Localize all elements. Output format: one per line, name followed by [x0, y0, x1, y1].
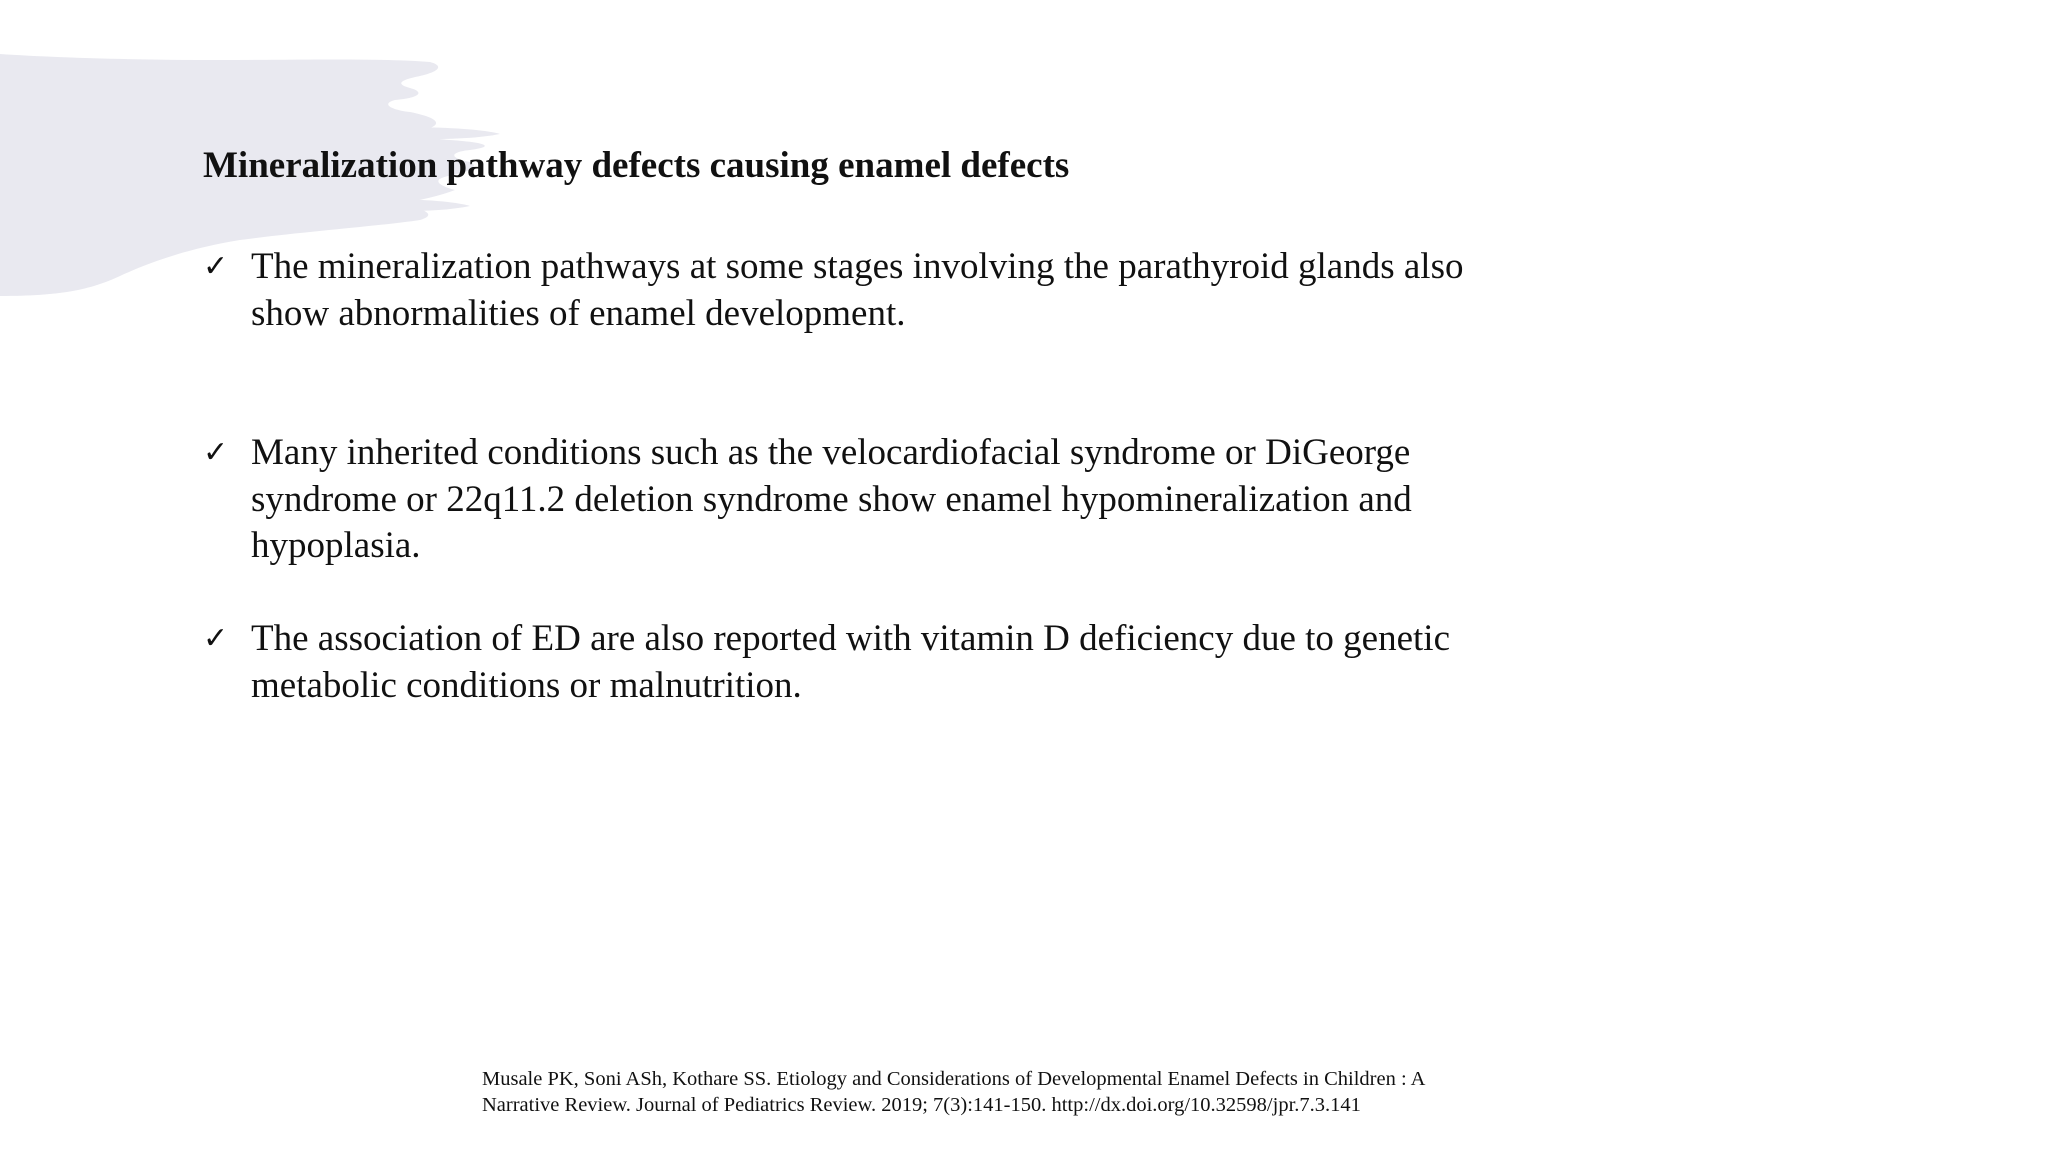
- bullet-line: The association of ED are also reported with vitamin D deficiency due to genetic: [251, 618, 1450, 659]
- checkmark-icon: ✓: [203, 435, 229, 470]
- checkmark-icon: ✓: [203, 621, 229, 656]
- bullet-line: hypoplasia.: [251, 525, 421, 566]
- bullet-line: The mineralization pathways at some stages involving the parathyroid glands also: [251, 246, 1464, 287]
- bullet-line: show abnormalities of enamel development.: [251, 292, 906, 334]
- bullet-item: [203, 430, 1583, 616]
- bullet-line: syndrome or 22q11.2 deletion syndrome show enamel hypomineralization and: [251, 478, 1412, 520]
- bullet-item: [203, 244, 1583, 430]
- brush-bristle-streak: [360, 199, 470, 211]
- bullet-line: Many inherited conditions such as the velocardiofacial syndrome or DiGeorge: [251, 432, 1411, 473]
- slide-title: Mineralization pathway defects causing enamel defects: [203, 145, 1070, 186]
- citation-line: Musale PK, Soni ASh, Kothare SS. Etiology and Considerations of Developmental Enamel Defects in Children : A: [482, 1068, 1426, 1090]
- bullet-item: [203, 616, 1583, 709]
- brush-bristle-streak: [380, 127, 500, 139]
- citation-line: Narrative Review. Journal of Pediatrics Review. 2019; 7(3):141-150. http://dx.doi.org/10.32598/jpr.7.3.141: [482, 1094, 1361, 1116]
- bullet-line: metabolic conditions or malnutrition.: [251, 664, 802, 706]
- bullet-list: [203, 244, 1583, 709]
- checkmark-icon: ✓: [203, 249, 229, 284]
- citation: [482, 1066, 1582, 1118]
